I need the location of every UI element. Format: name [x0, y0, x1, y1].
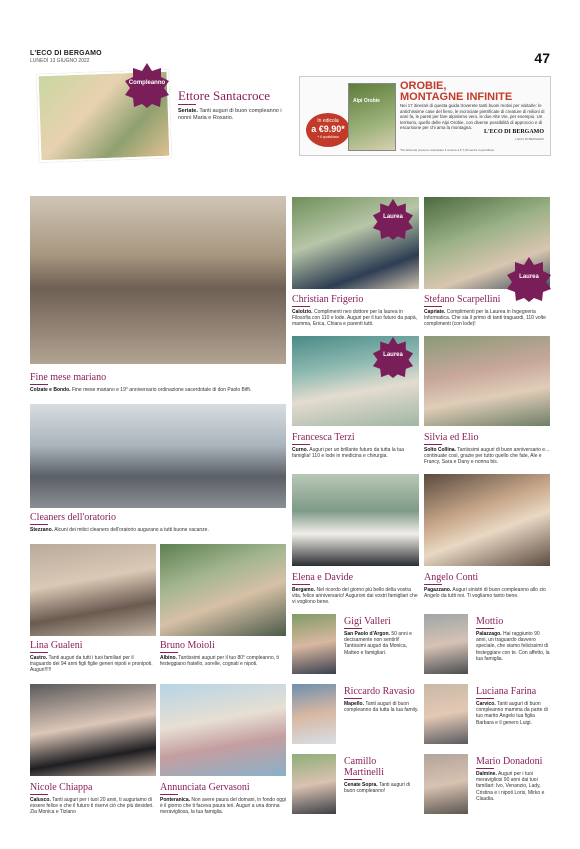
message-fine-mese: Fine mese mariano e 19° anniversario ordinazione sacerdotale di don Paolo Biffi.: [71, 387, 252, 393]
divider: [476, 698, 494, 699]
name-stefano: Stefano Scarpellini: [424, 294, 501, 305]
page-number: 47: [534, 50, 550, 66]
divider: [30, 524, 48, 525]
badge-laurea: [372, 198, 414, 240]
masthead: [30, 50, 550, 70]
ad-price-badge: [306, 113, 350, 147]
badge-label: Laurea: [383, 214, 403, 220]
text-ettore: [178, 108, 290, 122]
place-fine-mese: Colzate e Bondo.: [30, 387, 71, 393]
divider: [476, 628, 494, 629]
place-annunciata: Ponteranica.: [160, 797, 191, 803]
badge-laurea: [372, 336, 414, 378]
name-nicole: Nicole Chiappa: [30, 782, 93, 793]
message-annunciata: Non avere paura del domani, in fondo oggi è il giorno che ti faceva paura ieri. Auguri a una donna meravigliosa, la tua famiglia.: [160, 797, 286, 816]
photo-gigi: [292, 614, 336, 674]
issue-date: LUNEDÌ 13 GIUGNO 2022: [30, 58, 90, 64]
message-camillo: Tanti auguri di buon compleanno!: [344, 782, 411, 795]
text-luciana: [476, 701, 550, 726]
name-luciana: Luciana Farina: [476, 686, 537, 697]
name-elena: Elena e Davide: [292, 572, 354, 583]
text-mario: [476, 771, 550, 802]
ad-body: Nei 17 itinerari di questa guida troverete tanti buoni motivi per visitarle: le antichissime case del fieno, le incrociate pietrificate di creature di milioni di anni fa, le pareti per fare alpinismo vero, le due Alte Vie, per esempio. Un territorio, quello delle Alpi Orobie, con diverse possibilità di approccio e di escursione per chi ama la montagna.: [400, 103, 545, 130]
divider: [424, 306, 442, 307]
message-riccardo: Tanti auguri di buon compleanno da tutta la tua family.: [344, 701, 419, 714]
place-riccardo: Mapello.: [344, 701, 365, 707]
photo-cleaners: [30, 404, 286, 508]
text-stefano: [424, 309, 550, 328]
text-nicole: [30, 797, 156, 816]
message-gigi: 50 anni e decisamente non sentirli! Tantissimi auguri da Monica, Matteo e famigliari.: [344, 631, 412, 656]
name-riccardo: Riccardo Ravasio: [344, 686, 415, 697]
message-mottio: Hai raggiunto 90 anni, un traguardo davvero speciale, che siamo felicissimi di festeggiare con te. Con affetto, la tua famiglia.: [476, 631, 550, 662]
divider: [344, 779, 362, 780]
text-elena: [292, 587, 420, 606]
divider: [424, 444, 442, 445]
place-gigi: San Paolo d'Argon.: [344, 631, 390, 637]
name-fine-mese: Fine mese mariano: [30, 372, 107, 383]
place-mario: Dalmine.: [476, 771, 497, 777]
message-silvia: Tantissimi auguri di buon anniversario e... continuate così, grazie per tutto quello che fate, Ale e Francy, Sara e Dany e nonna bis.: [424, 447, 550, 466]
divider: [160, 794, 178, 795]
place-camillo: Cenate Sopra.: [344, 782, 378, 788]
badge-compleanno: [124, 62, 170, 108]
photo-mottio: [424, 614, 468, 674]
text-annunciata: [160, 797, 286, 816]
ad-price-top: In edicola: [317, 118, 339, 124]
ad-title-line1: OROBIE,: [400, 80, 447, 92]
name-camillo-first: Camillo: [344, 756, 377, 767]
text-mottio: [476, 631, 550, 662]
ad-book-title: Alpi Orobie: [353, 98, 380, 104]
ad-price: a €9.90*: [311, 124, 345, 134]
name-silvia: Silvia ed Elio: [424, 432, 479, 443]
text-cleaners: [30, 527, 286, 533]
message-cleaners: Alcuni dei mitici cleaners dell'oratorio augurano a tutti buone vacanze.: [54, 527, 209, 533]
message-angelo: Auguri sinistri di buon compleanno allo zio Angelo da tutti noi. Ti vogliamo tanto bene.: [424, 587, 546, 600]
divider: [292, 306, 310, 307]
divider: [30, 384, 48, 385]
photo-angelo: [424, 474, 550, 566]
ad-price-sub: + il quotidiano: [317, 135, 339, 139]
divider: [292, 584, 310, 585]
place-elena: Bergamo.: [292, 587, 316, 593]
badge-label: Laurea: [383, 352, 403, 358]
name-camillo: [344, 756, 384, 778]
name-mario: Mario Donadoni: [476, 756, 543, 767]
badge-laurea: [506, 256, 552, 302]
advertisement-orobie[interactable]: [299, 76, 551, 156]
place-nicole: Calusco.: [30, 797, 51, 803]
newspaper-brand: L'ECO DI BERGAMO: [30, 50, 102, 57]
photo-annunciata: [160, 684, 286, 776]
divider: [476, 768, 494, 769]
divider: [344, 628, 362, 629]
text-angelo: [424, 587, 550, 599]
message-christian: Complimenti neo dottore per la laurea in Filosofia con 110 e lode. Auguri per il tuo futuro da papà, mamma, Erica, Chiara e parenti tutti.: [292, 309, 417, 328]
name-annunciata: Annunciata Gervasoni: [160, 782, 250, 793]
photo-lina: [30, 544, 156, 636]
message-mario: Auguri per i tuoi meravigliosi 90 anni dai tuoi familiari: Ivo, Venanzio, Lady, Cristina e i nipoti Loris, Mirko e Claudia.: [476, 771, 545, 802]
ad-title: [400, 81, 512, 103]
name-camillo-last: Martinelli: [344, 767, 384, 778]
ad-logo-sub: L'ECO DI BERGAMO: [515, 137, 544, 141]
ad-logo: L'ECO DI BERGAMO: [483, 129, 544, 135]
divider: [30, 794, 48, 795]
divider: [344, 698, 362, 699]
place-stefano: Capriate.: [424, 309, 446, 315]
place-bruno: Albino.: [160, 655, 177, 661]
photo-riccardo: [292, 684, 336, 744]
message-francesca: Auguri per un brillante futuro da tutta la tua famiglia! 110 e lode in medicina e chirurgia.: [292, 447, 405, 460]
name-angelo: Angelo Conti: [424, 572, 479, 583]
name-christian: Christian Frigerio: [292, 294, 364, 305]
name-bruno: Bruno Moioli: [160, 640, 215, 651]
message-stefano: Complimenti per la Laurea in Ingegneria Informatica. Che sia il primo di tanti traguardi, 110 volte complimenti (con lode)!: [424, 309, 546, 328]
text-riccardo: [344, 701, 420, 713]
photo-silvia: [424, 336, 550, 426]
photo-mario: [424, 754, 468, 814]
photo-nicole: [30, 684, 156, 776]
message-lina: Tanti auguri da tutti i tuoi familiari per il traguardo dei 94 anni figli figlie generi nipoti e pronipoti. Auguri!!!!!: [30, 655, 153, 674]
text-fine-mese: [30, 387, 286, 393]
message-bruno: Tantissimi auguri per il tuo 80° compleanno, ti festeggiano fratello, sorelle, cognati e nipoti.: [160, 655, 279, 668]
text-camillo: [344, 782, 420, 794]
name-ettore: Ettore Santacroce: [178, 88, 271, 103]
divider: [160, 652, 178, 653]
divider: [30, 652, 48, 653]
name-francesca: Francesca Terzi: [292, 432, 355, 443]
badge-label: Compleanno: [128, 80, 166, 86]
text-silvia: [424, 447, 550, 466]
text-francesca: [292, 447, 420, 459]
place-francesca: Curno.: [292, 447, 309, 453]
divider: [292, 444, 310, 445]
message-ettore: Tanti auguri di buon compleanno i nonni Maria e Rosario.: [178, 108, 282, 121]
divider: [178, 104, 196, 105]
name-mottio: Mottio: [476, 616, 504, 627]
photo-luciana: [424, 684, 468, 744]
ad-title-line2: MONTAGNE INFINITE: [400, 91, 513, 103]
place-lina: Castro.: [30, 655, 48, 661]
divider: [424, 584, 442, 585]
badge-label: Laurea: [519, 274, 539, 280]
place-cleaners: Stezzano.: [30, 527, 54, 533]
photo-elena: [292, 474, 419, 566]
photo-fine-mese: [30, 196, 286, 364]
message-luciana: Tanti auguri di buon compleanno mamma da parte di tuo marito Angelo tua figlia Barbara e il genero Luigi.: [476, 701, 548, 726]
text-gigi: [344, 631, 420, 656]
photo-camillo: [292, 754, 336, 814]
message-nicole: Tanti auguri per i tuoi 20 anni, ti auguriamo di essere felice e che il futuro ti riservi ciò che più desideri. Zia Monica e Tiziano: [30, 797, 154, 816]
text-bruno: [160, 655, 286, 667]
ad-footnote: *Gli abbonati possono acquistare il volume a € 7,90 senza il quotidiano: [400, 148, 495, 152]
place-silvia: Solto Collina.: [424, 447, 456, 453]
place-luciana: Carvico.: [476, 701, 496, 707]
place-christian: Calolzio.: [292, 309, 313, 315]
place-angelo: Pagazzano.: [424, 587, 452, 593]
photo-bruno: [160, 544, 286, 636]
place-ettore: Seriate.: [178, 108, 198, 114]
message-elena: Nel ricordo del giorno più bello della vostra vita, felice anniversario! Auguroni dai vostri famigliari che vi vogliono bene.: [292, 587, 418, 606]
name-gigi: Gigi Valleri: [344, 616, 391, 627]
place-mottio: Palazzago.: [476, 631, 502, 637]
name-cleaners: Cleaners dell'oratorio: [30, 512, 116, 523]
text-lina: [30, 655, 156, 674]
text-christian: [292, 309, 420, 328]
name-lina: Lina Gualeni: [30, 640, 83, 651]
ad-book-cover: [348, 83, 396, 151]
